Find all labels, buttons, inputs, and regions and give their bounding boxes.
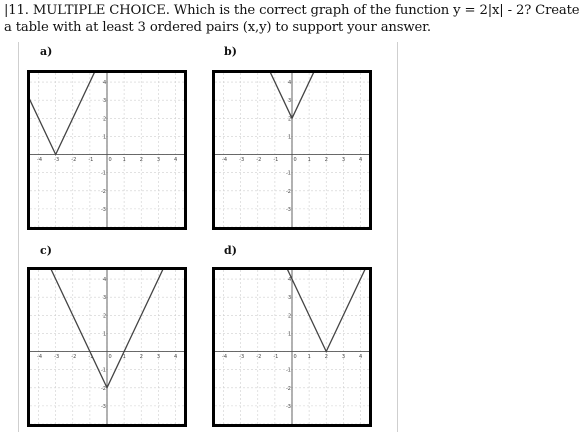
x-tick-label: -2 <box>256 354 262 361</box>
x-tick-label: 3 <box>156 354 161 361</box>
x-tick-label: -3 <box>54 354 60 361</box>
y-tick-label: 3 <box>288 98 292 105</box>
x-tick-label: -2 <box>256 157 262 164</box>
y-tick-label: -3 <box>286 206 291 213</box>
graph-option-d[interactable] <box>212 267 372 427</box>
x-tick-label: -3 <box>239 354 245 361</box>
y-tick-label: 2 <box>103 116 107 123</box>
x-tick-label: -2 <box>71 354 77 361</box>
y-tick-label: -3 <box>101 206 106 213</box>
x-tick-label: -2 <box>71 157 77 164</box>
y-tick-label: 1 <box>288 331 292 338</box>
graph-option-a[interactable] <box>27 70 187 230</box>
x-tick-label: -1 <box>88 157 94 164</box>
x-tick-label: 0 <box>108 354 112 361</box>
y-tick-label: 4 <box>103 277 107 284</box>
y-tick-label: 4 <box>103 80 107 87</box>
y-tick-label: 3 <box>103 98 107 105</box>
question-text <box>4 2 580 36</box>
x-tick-label: 4 <box>358 157 363 164</box>
x-tick-label: 3 <box>156 157 161 164</box>
x-tick-label: -4 <box>37 354 43 361</box>
question-line-1: |11. MULTIPLE CHOICE. Which is the correct graph of the function y = 2|x| - 2? Create <box>4 3 580 18</box>
option-d-label: d) <box>224 244 237 257</box>
y-tick-label: -2 <box>286 385 291 392</box>
x-tick-label: 4 <box>173 157 178 164</box>
x-tick-label: 2 <box>324 354 328 361</box>
x-tick-label: -1 <box>88 354 94 361</box>
x-tick-label: 2 <box>324 157 328 164</box>
x-tick-label: 0 <box>293 354 297 361</box>
graph-option-b[interactable] <box>212 70 372 230</box>
x-tick-label: 0 <box>108 157 112 164</box>
y-tick-label: 1 <box>103 134 107 141</box>
y-tick-label: 2 <box>103 313 107 320</box>
y-tick-label: -1 <box>101 367 106 374</box>
y-tick-label: 1 <box>103 331 107 338</box>
y-tick-label: -2 <box>101 188 106 195</box>
x-tick-label: 2 <box>139 354 143 361</box>
y-tick-label: 4 <box>288 80 292 87</box>
x-tick-label: -4 <box>37 157 43 164</box>
x-tick-label: 4 <box>358 354 363 361</box>
y-tick-label: -1 <box>286 170 291 177</box>
y-tick-label: -2 <box>286 188 291 195</box>
y-tick-label: -3 <box>286 403 291 410</box>
y-tick-label: 3 <box>288 295 292 302</box>
y-tick-label: 1 <box>288 134 292 141</box>
x-tick-label: -3 <box>54 157 60 164</box>
graph-option-c[interactable] <box>27 267 187 427</box>
option-b-label: b) <box>224 45 237 58</box>
x-tick-label: 4 <box>173 354 178 361</box>
x-tick-label: -1 <box>273 354 279 361</box>
x-tick-label: -4 <box>222 354 228 361</box>
x-tick-label: 1 <box>122 157 126 164</box>
y-tick-label: 4 <box>288 277 292 284</box>
x-tick-label: 3 <box>341 354 346 361</box>
x-tick-label: 0 <box>293 157 297 164</box>
question-line-2: a table with at least 3 ordered pairs (x,y) to support your answer. <box>4 20 431 35</box>
x-tick-label: -4 <box>222 157 228 164</box>
y-tick-label: 2 <box>288 116 292 123</box>
x-tick-label: -1 <box>273 157 279 164</box>
y-tick-label: -1 <box>286 367 291 374</box>
option-a-label: a) <box>40 45 53 58</box>
x-tick-label: 1 <box>307 354 311 361</box>
x-tick-label: 1 <box>122 354 126 361</box>
x-tick-label: 3 <box>341 157 346 164</box>
y-tick-label: 3 <box>103 295 107 302</box>
y-tick-label: -1 <box>101 170 106 177</box>
x-tick-label: -3 <box>239 157 245 164</box>
y-tick-label: -2 <box>101 385 106 392</box>
y-tick-label: -3 <box>101 403 106 410</box>
option-c-label: c) <box>40 244 52 257</box>
y-tick-label: 2 <box>288 313 292 320</box>
x-tick-label: 2 <box>139 157 143 164</box>
x-tick-label: 1 <box>307 157 311 164</box>
